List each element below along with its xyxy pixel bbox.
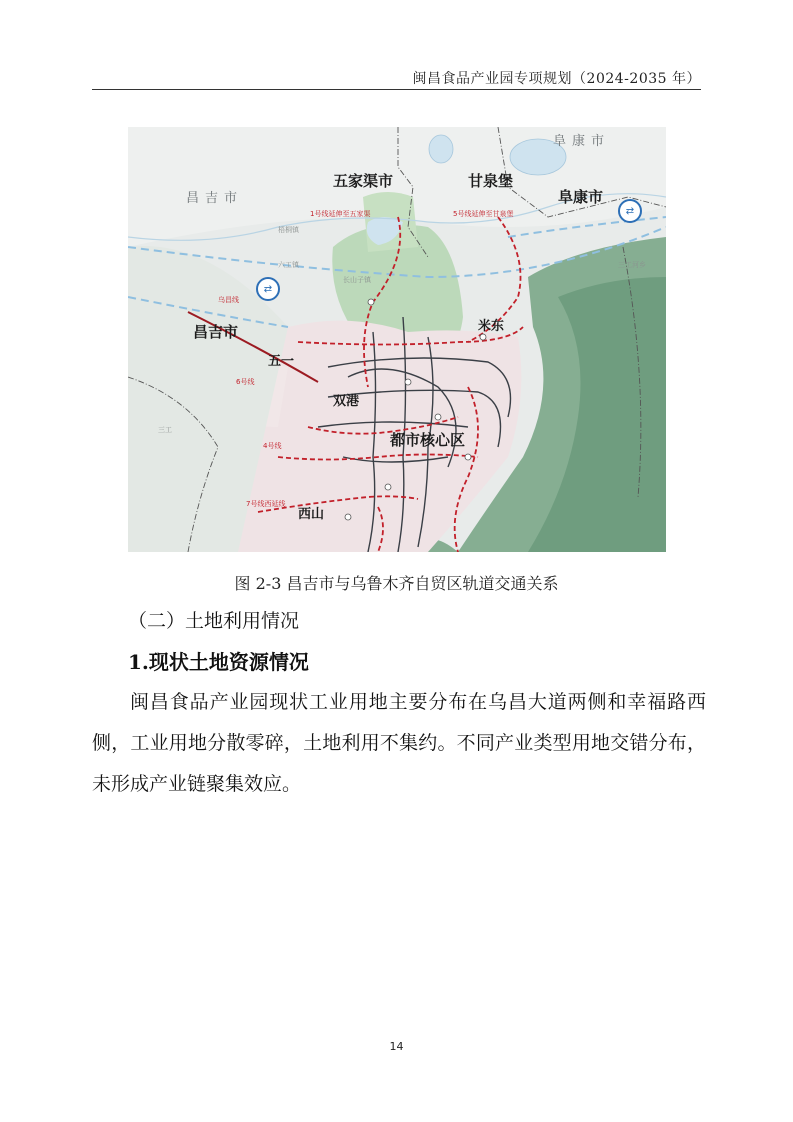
page-header-title: 闽昌食品产业园专项规划（2024-2035 年） bbox=[412, 71, 701, 87]
map-label-wujiaqu: 五家渠市 bbox=[333, 172, 394, 190]
map-label-wuchang-line: 乌昌线 bbox=[218, 296, 239, 304]
map-label-fukang-region: 阜康市 bbox=[553, 134, 611, 149]
map-label-town-liugong: 六工镇 bbox=[278, 261, 299, 269]
subsection-heading: 1.现状土地资源情况 bbox=[128, 650, 309, 674]
map-label-town-wutong: 梧桐镇 bbox=[278, 226, 299, 234]
map-label-wuyi: 五一 bbox=[268, 354, 295, 369]
body-paragraph: 闽昌食品产业园现状工业用地主要分布在乌昌大道两侧和幸福路西侧，工业用地分散零碎，土地利用不集约。不同产业类型用地交错分布，未形成产业链聚集效应。 bbox=[92, 691, 706, 795]
section-heading: （二）土地利用情况 bbox=[128, 610, 300, 632]
map-label-town-sangong: 三工 bbox=[158, 426, 172, 434]
map-label-line7-west-ext: 7号线西延线 bbox=[246, 500, 286, 508]
rail-transit-map bbox=[128, 127, 666, 552]
map-label-ganquanpu: 甘泉堡 bbox=[468, 172, 514, 190]
map-label-core-district: 都市核心区 bbox=[390, 431, 466, 449]
map-label-line1-ext: 1号线延伸至五家渠 bbox=[310, 210, 371, 218]
railway-station-icon: ⇄ bbox=[256, 277, 280, 301]
map-label-changji-region: 昌吉市 bbox=[186, 191, 244, 206]
map-label-town-sangonghe: 三工河乡 bbox=[618, 261, 646, 269]
map-label-line5-ext: 5号线延伸至甘泉堡 bbox=[453, 210, 514, 218]
railway-station-icon: ⇄ bbox=[618, 199, 642, 223]
map-label-line4: 4号线 bbox=[263, 442, 282, 450]
header-divider bbox=[92, 89, 701, 90]
figure-caption: 图 2-3 昌吉市与乌鲁木齐自贸区轨道交通关系 bbox=[234, 574, 559, 593]
map-label-fukang-city: 阜康市 bbox=[558, 188, 604, 206]
map-label-xishan: 西山 bbox=[298, 507, 325, 522]
map-label-midong: 米东 bbox=[478, 319, 505, 334]
page-number: 14 bbox=[389, 1040, 404, 1053]
map-label-line6: 6号线 bbox=[236, 378, 255, 386]
map-label-town-changshanzi: 长山子镇 bbox=[343, 276, 371, 284]
map-label-shuanggang: 双港 bbox=[333, 394, 360, 409]
map-label-changji-city: 昌吉市 bbox=[193, 323, 239, 341]
